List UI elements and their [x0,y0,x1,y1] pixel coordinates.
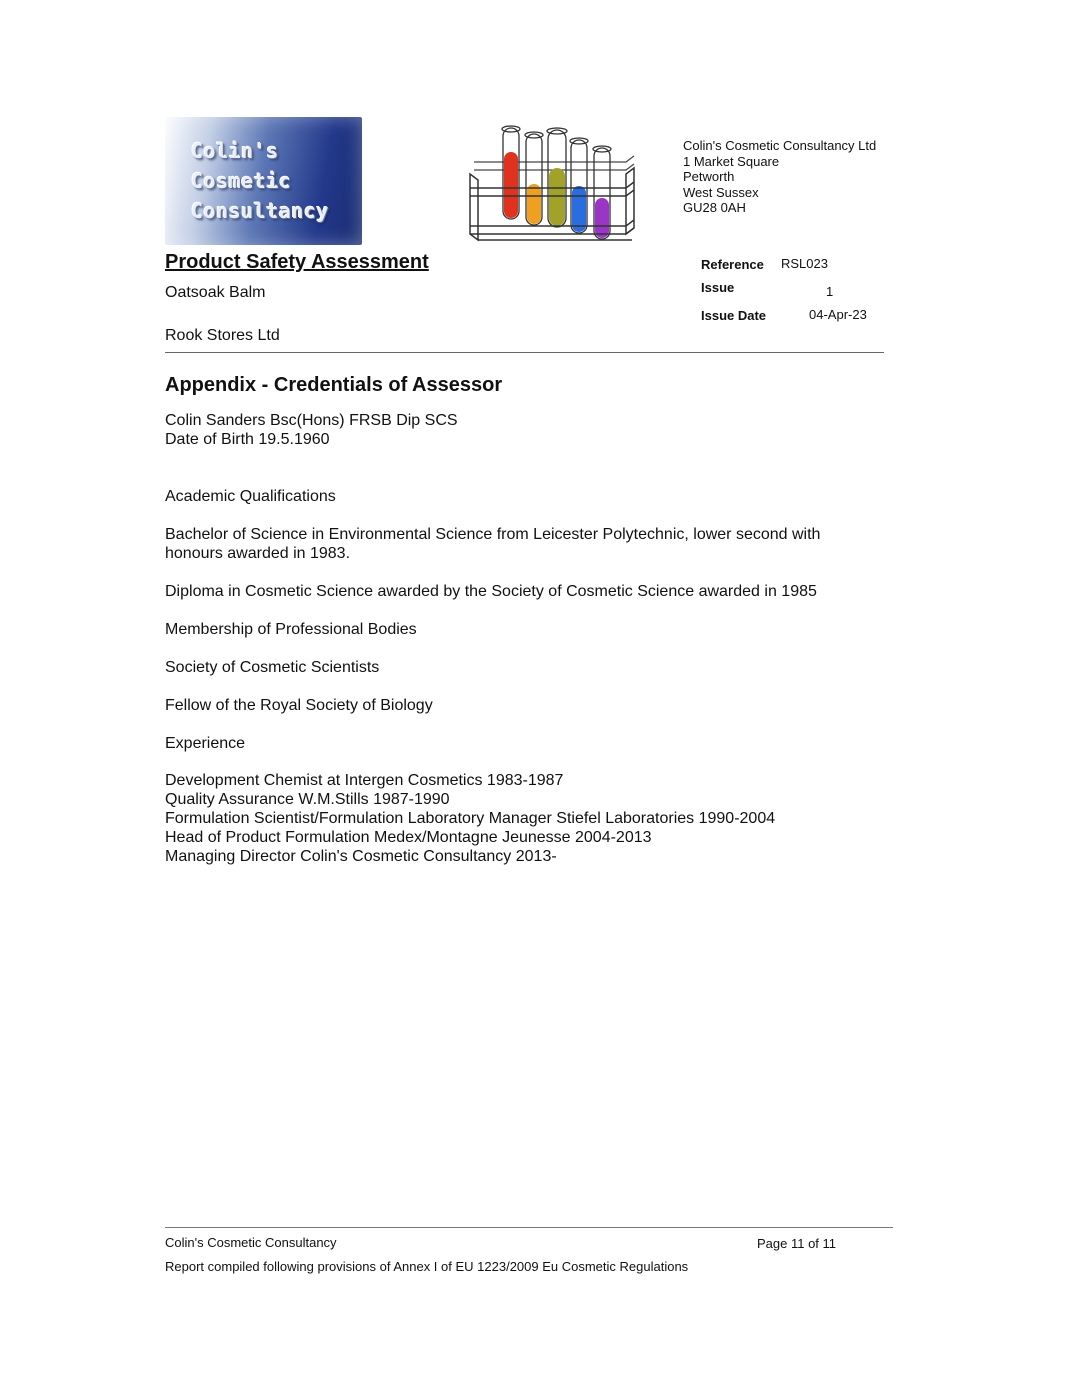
test-tubes-illustration [466,122,641,250]
academic-heading: Academic Qualifications [165,488,336,505]
issue-label: Issue [701,280,735,295]
address-line1: 1 Market Square [683,153,780,169]
appendix-heading: Appendix - Credentials of Assessor [165,374,503,396]
tube-olive [549,168,565,226]
company-logo [165,117,362,245]
logo-text-line3: Consultancy [191,199,329,223]
header-divider [165,352,884,353]
address-postcode: GU28 0AH [683,200,746,215]
membership-item: Fellow of the Royal Society of Biology [165,697,433,714]
reference-value: RSL023 [781,256,828,271]
issue-date-value: 04-Apr-23 [809,307,867,322]
bachelor-degree-line2: honours awarded in 1983. [165,545,351,562]
address-line3: West Sussex [683,184,759,200]
tube-blue [572,186,586,232]
assessor-name: Colin Sanders Bsc(Hons) FRSB Dip SCS [165,412,458,429]
address-company: Colin's Cosmetic Consultancy Ltd [683,138,877,153]
experience-item: Formulation Scientist/Formulation Laboratory Manager Stiefel Laboratories 1990-2004 [165,810,776,827]
tube-red [504,152,518,218]
address-line2: Petworth [683,169,735,184]
experience-item: Managing Director Colin's Cosmetic Consultancy 2013- [165,848,557,865]
assessor-dob: Date of Birth 19.5.1960 [165,431,330,448]
experience-heading: Experience [165,735,246,752]
company-address [683,138,876,216]
diploma: Diploma in Cosmetic Science awarded by the Society of Cosmetic Science awarded in 1985 [165,583,817,600]
logo-text-line2: Cosmetic [191,169,292,193]
tube-orange [527,184,541,224]
experience-item: Quality Assurance W.M.Stills 1987-1990 [165,791,450,808]
client-name: Rook Stores Ltd [165,327,280,344]
issue-value: 1 [826,284,834,299]
experience-item: Head of Product Formulation Medex/Montagne Jeunesse 2004-2013 [165,829,652,846]
membership-item: Society of Cosmetic Scientists [165,659,380,676]
document-title: Product Safety Assessment [165,251,429,273]
logo-text-line1: Colin's [191,139,279,163]
tube-purple [595,198,609,238]
reference-label: Reference [701,257,764,272]
footer-note: Report compiled following provisions of Annex I of EU 1223/2009 Eu Cosmetic Regulations [165,1259,689,1274]
footer-divider [165,1227,893,1228]
experience-item: Development Chemist at Intergen Cosmetics 1983-1987 [165,772,564,789]
page-number: Page 11 of 11 [757,1236,837,1251]
footer-company: Colin's Cosmetic Consultancy [165,1235,337,1250]
bachelor-degree-line1: Bachelor of Science in Environmental Science from Leicester Polytechnic, lower second with [165,526,821,543]
issue-date-label: Issue Date [701,308,767,323]
product-name: Oatsoak Balm [165,284,266,301]
membership-heading: Membership of Professional Bodies [165,621,417,638]
